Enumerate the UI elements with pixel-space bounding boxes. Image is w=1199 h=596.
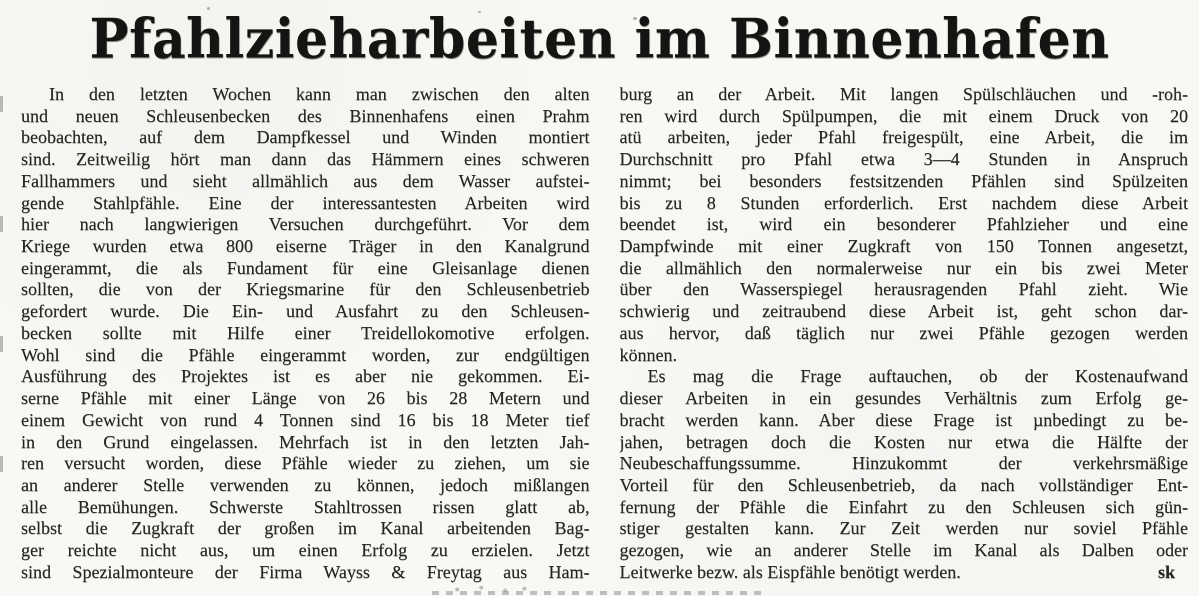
scan-speck — [478, 11, 481, 13]
article-text-line: gezogen, wie an anderer Stelle im Kanal als Dalben oder — [619, 540, 1188, 561]
scan-speck — [633, 17, 637, 20]
article-text-line: hier nach langwierigen Versuchen durchgeführt. Vor dem — [21, 214, 590, 235]
article-text-line: schwierig und zeitraubend diese Arbeit ist, geht schon dar- — [619, 301, 1188, 322]
article-text-line: Vorteil für den Schleusenbetrieb, da nach vollständiger Ent- — [619, 474, 1188, 495]
article-text-line: können. — [619, 344, 677, 365]
article-text-line: dieser Arbeiten in ein gesundes Verhältnis zum Erfolg ge- — [619, 388, 1188, 409]
article-text-line: sind Spezialmonteure der Firma Wayss & Freytag aus Ham- — [21, 561, 590, 582]
scan-speck — [207, 7, 210, 10]
article-column-left — [21, 84, 590, 584]
article-text-line: sollten, die von der Kriegsmarine für den Schleusenbetrieb — [21, 279, 590, 300]
article-text-line: gefordert wurde. Die Ein- und Ausfahrt zu den Schleusen- — [21, 301, 590, 322]
article-text-line: bracht werden kann. Aber diese Frage ist µnbedingt zu be- — [619, 409, 1188, 430]
article-text-line: und neuen Schleusenbecken des Binnenhafens einen Prahm — [21, 105, 590, 126]
article-text-line: Kriege wurden etwa 800 eiserne Träger in den Kanalgrund — [21, 236, 590, 257]
article-text-line: Neubeschaffungssumme. Hinzukommt der verkehrsmäßige — [619, 453, 1188, 474]
article-text-line: Fallhammers und sieht allmählich aus dem Wasser aufstei- — [21, 170, 590, 191]
article-text-line: an anderer Stelle verwenden zu können, jedoch mißlangen — [21, 474, 590, 495]
article-text-line: Wohl sind die Pfähle eingerammt worden, zur endgültigen — [21, 344, 590, 365]
article-text-line: serne Pfähle mit einer Länge von 26 bis 28 Metern und — [21, 388, 590, 409]
article-text-line — [620, 562, 1189, 584]
article-body — [0, 84, 1199, 584]
scan-speckle-artifact — [438, 585, 534, 594]
article-text-line: ren versucht worden, diese Pfähle wieder zu ziehen, um sie — [21, 453, 590, 474]
article-text-line: selbst die Zugkraft der großen im Kanal arbeitenden Bag- — [21, 518, 590, 539]
article-text-line: ren wird durch Spülpumpen, die mit einem Druck von 20 — [619, 105, 1188, 126]
article-text-line: einem Gewicht von rund 4 Tonnen sind 16 bis 18 Meter tief — [21, 409, 590, 430]
article-text-line: sind. Zeitweilig hört man dann das Hämmern eines schweren — [21, 149, 590, 170]
article-text-line: Durchschnitt pro Pfahl etwa 3—4 Stunden in Anspruch — [619, 149, 1188, 170]
article-text-line: in den Grund eingelassen. Mehrfach ist in den letzten Jah- — [21, 431, 590, 452]
article-headline: Pfahlzieharbeiten im Binnenhafen — [89, 7, 1110, 72]
article-text-line: burg an der Arbeit. Mit langen Spülschläuchen und -roh- — [619, 84, 1188, 104]
article-text-line: alle Bemühungen. Schwerste Stahltrossen rissen glatt ab, — [21, 496, 590, 517]
article-text-line: jahen, betragen doch die Kosten nur etwa die Hälfte der — [619, 431, 1188, 452]
article-text-line: eingerammt, die als Fundament für eine Gleisanlage dienen — [21, 257, 590, 278]
article-text-line: die allmählich den normalerweise nur ein bis zwei Meter — [619, 257, 1188, 278]
article-text-line: becken sollte mit Hilfe einer Treidellokomotive erfolgen. — [21, 322, 590, 343]
article-text-line: Es mag die Frage auftauchen, ob der Kostenaufwand — [647, 366, 1188, 387]
article-text-line: In den letzten Wochen kann man zwischen den alten — [49, 84, 590, 104]
author-initials: sk — [1157, 561, 1175, 582]
article-text-line: nimmt; bei besonders festsitzenden Pfählen sind Spülzeiten — [619, 170, 1188, 191]
article-text-line: Dampfwinde mit einer Zugkraft von 150 Tonnen angesetzt, — [619, 236, 1188, 257]
scan-edge-artifact — [0, 96, 3, 564]
article-text-line: bis zu 8 Stunden erforderlich. Erst nachdem diese Arbeit — [619, 192, 1188, 213]
article-text-line: über den Wasserspiegel herausragenden Pfahl zieht. Wie — [619, 279, 1188, 300]
article-text-line: atü arbeiten, jeder Pfahl freigespült, eine Arbeit, die im — [619, 127, 1188, 148]
article-text-line: beendet ist, wird ein besonderer Pfahlzieher und eine — [619, 214, 1188, 235]
article-column-right — [620, 84, 1189, 584]
article-text-line: beobachten, auf dem Dampfkessel und Winden montiert — [21, 127, 590, 148]
article-text-line: fernung der Pfähle die Einfahrt zu den Schleusen sich gün- — [619, 496, 1188, 517]
article-text-line: stiger gestalten kann. Zur Zeit werden nur soviel Pfähle — [619, 518, 1188, 539]
article-text-line: ger reichte nicht aus, um einen Erfolg zu erzielen. Jetzt — [21, 540, 590, 561]
article-text: Leitwerke bezw. als Eispfähle benötigt werden. — [619, 561, 961, 582]
article-text-line: Ausführung des Projektes ist es aber nie gekommen. Ei- — [21, 366, 590, 387]
article-text-line: gende Stahlpfähle. Eine der interessantesten Arbeiten wird — [21, 192, 590, 213]
article-text-line: aus hervor, daß täglich nur zwei Pfähle gezogen werden — [619, 322, 1188, 343]
